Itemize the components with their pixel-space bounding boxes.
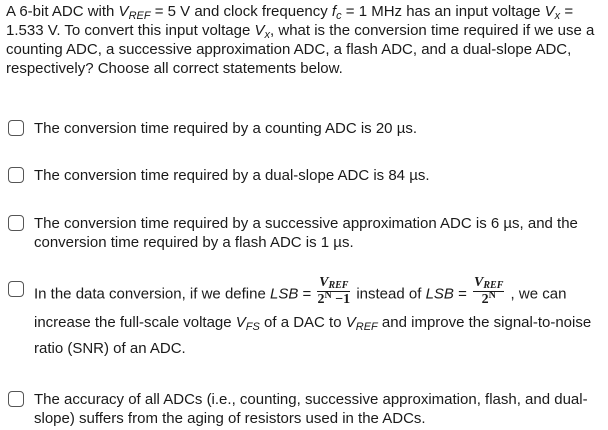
- option-label: The conversion time required by a successive approximation ADC is 6 µs, and the conversion time required by a flash ADC is 1 µs.: [34, 215, 578, 251]
- option-label: In the data conversion, if we define LSB = $\frac{V_{REF}}{2^N -1}$ instead of LSB = $\frac{V_{REF}}{2^N}$ , we can increase the full-scale voltage $V_{FS}$ of a DAC to $V_{REF}$ and improve the signal-to-noise ratio (SNR) of an ADC.: [34, 275, 592, 357]
- option-label: The conversion time required by a counting ADC is 20 µs.: [34, 120, 417, 137]
- option-checkbox[interactable]: [8, 120, 24, 136]
- fraction-lsb-2n: $\frac{V_{REF}}{2^N}$: [474, 275, 504, 307]
- fraction-lsb-2n-minus-1: $\frac{V_{REF}}{2^N -1}$: [317, 275, 351, 307]
- option-checkbox[interactable]: [8, 391, 24, 407]
- option-checkbox[interactable]: [8, 215, 24, 231]
- question-text: A 6-bit ADC with $V_{REF} = 5$ V and clock frequency $f_c = 1$ MHz has an input voltage $V_x = 1.533$ V. To convert this input voltage $V_x$, what is the conversion time required if we use a counting ADC, a successive approximation ADC, a flash ADC, and a dual-slope ADC, respectively? Choose all correct statements below.: [6, 3, 595, 77]
- option-checkbox[interactable]: [8, 167, 24, 183]
- option-label: The conversion time required by a dual-slope ADC is 84 µs.: [34, 167, 430, 184]
- option-label: The accuracy of all ADCs (i.e., counting, successive approximation, flash, and dual-slope) suffers from the aging of resistors used in the ADCs.: [34, 391, 588, 427]
- option-checkbox[interactable]: [8, 281, 24, 297]
